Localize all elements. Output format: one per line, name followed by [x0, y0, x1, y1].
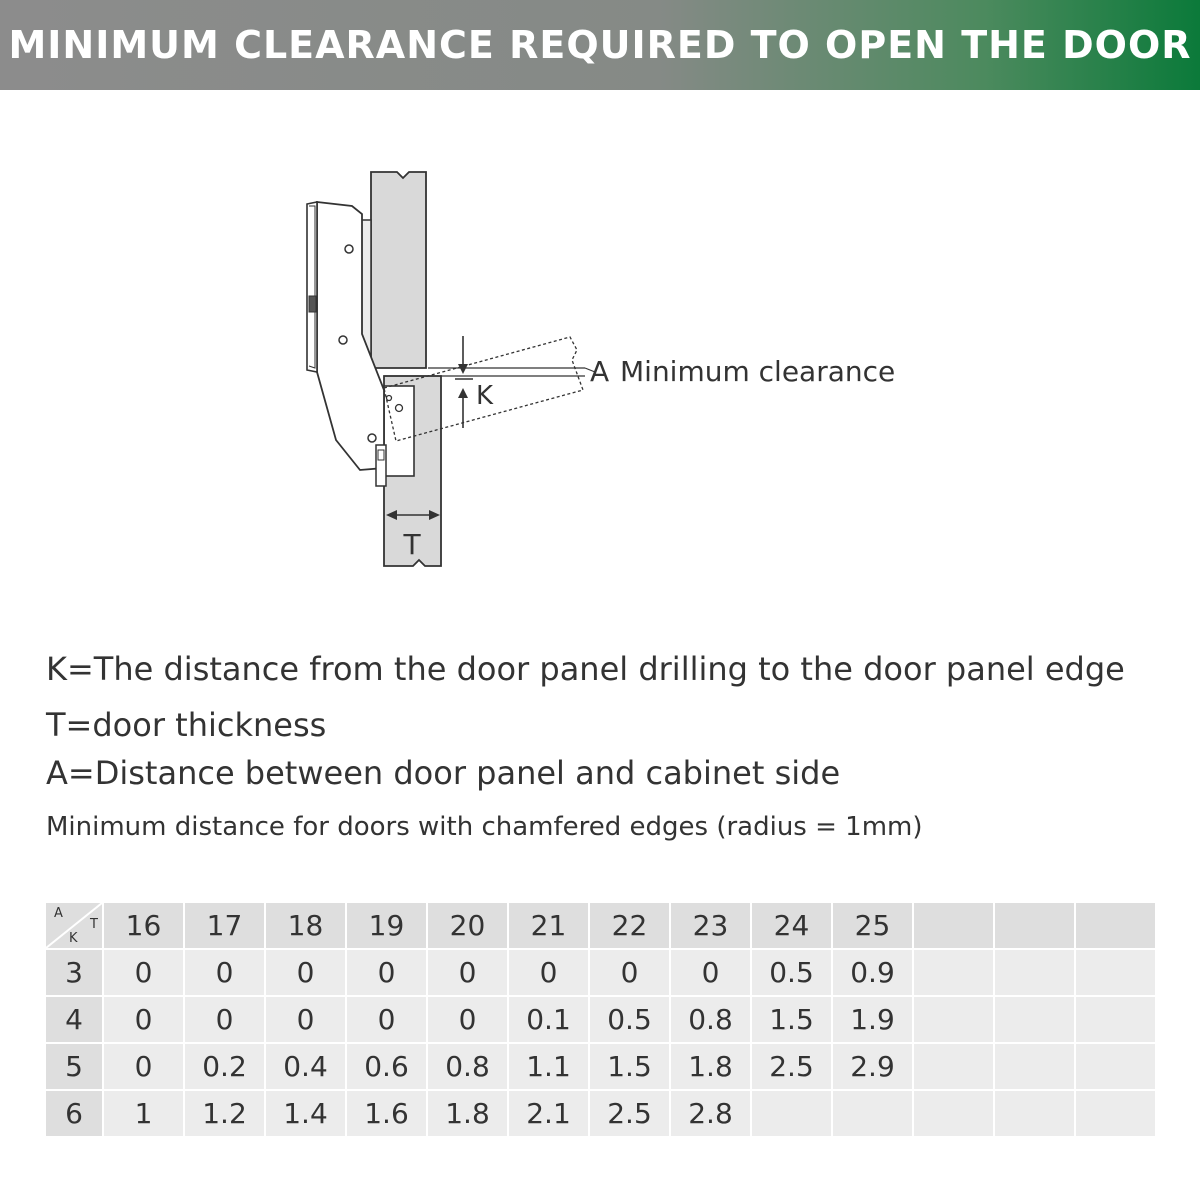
label-a: A — [590, 355, 610, 388]
table-cell: 0.6 — [347, 1044, 426, 1089]
row-header-k: 6 — [46, 1091, 102, 1136]
table-cell: 1 — [104, 1091, 183, 1136]
table-cell: 2.5 — [752, 1044, 831, 1089]
table-cell: 1.8 — [428, 1091, 507, 1136]
table-cell: 1.5 — [590, 1044, 669, 1089]
table-cell: 2.9 — [833, 1044, 912, 1089]
label-t: T — [403, 528, 421, 561]
table-cell — [995, 997, 1074, 1042]
table-cell — [1076, 950, 1155, 995]
row-header-k: 4 — [46, 997, 102, 1042]
table-cell — [833, 1091, 912, 1136]
legend-t: T=door thickness — [46, 706, 327, 744]
table-cell: 0 — [347, 997, 426, 1042]
hinge-diagram-svg — [0, 90, 1200, 630]
table-header-row — [46, 903, 1155, 948]
table-cell: 0.5 — [752, 950, 831, 995]
table-cell: 0 — [104, 997, 183, 1042]
legend-a: A=Distance between door panel and cabinet side — [46, 754, 841, 792]
table-cell: 0.9 — [833, 950, 912, 995]
table-cell: 0 — [266, 950, 345, 995]
table-cell: 0 — [104, 1044, 183, 1089]
table-row — [46, 1044, 1155, 1089]
table-cell — [914, 1044, 993, 1089]
table-cell: 0 — [509, 950, 588, 995]
table-cell: 0.1 — [509, 997, 588, 1042]
label-minimum-clearance: Minimum clearance — [620, 355, 896, 388]
table-cell: 0.8 — [428, 1044, 507, 1089]
row-header-k: 5 — [46, 1044, 102, 1089]
table-cell: 0 — [590, 950, 669, 995]
column-header-t: 20 — [428, 903, 507, 948]
table-cell: 1.5 — [752, 997, 831, 1042]
table-cell: 0 — [185, 950, 264, 995]
corner-k: K — [69, 931, 78, 946]
table-cell — [752, 1091, 831, 1136]
table-cell — [914, 1091, 993, 1136]
table-cell: 0 — [104, 950, 183, 995]
table-cell: 1.6 — [347, 1091, 426, 1136]
table-cell: 0.5 — [590, 997, 669, 1042]
cabinet-side-panel — [371, 172, 426, 368]
table-cell — [914, 950, 993, 995]
column-header-t: 25 — [833, 903, 912, 948]
table-row — [46, 1091, 1155, 1136]
table-cell: 2.5 — [590, 1091, 669, 1136]
column-header-t: 19 — [347, 903, 426, 948]
table-cell — [995, 1044, 1074, 1089]
column-header-t: 22 — [590, 903, 669, 948]
table-cell: 1.9 — [833, 997, 912, 1042]
table-cell: 1.2 — [185, 1091, 264, 1136]
row-header-k: 3 — [46, 950, 102, 995]
k-dimension — [455, 336, 473, 428]
table-corner-cell — [46, 903, 102, 948]
column-header-t: 24 — [752, 903, 831, 948]
table-cell: 0 — [428, 997, 507, 1042]
table-cell — [1076, 1044, 1155, 1089]
table-cell: 1.8 — [671, 1044, 750, 1089]
table-cell — [995, 1091, 1074, 1136]
corner-t: T — [90, 917, 98, 932]
clearance-table — [44, 901, 1157, 1138]
table-cell: 0.8 — [671, 997, 750, 1042]
column-header-t: 23 — [671, 903, 750, 948]
table-cell: 0 — [266, 997, 345, 1042]
legend-note: Minimum distance for doors with chamfered edges (radius = 1mm) — [46, 812, 923, 842]
table-cell: 0 — [428, 950, 507, 995]
legend-k: K=The distance from the door panel drilling to the door panel edge — [46, 650, 1125, 688]
corner-a: A — [54, 906, 63, 921]
column-header-t — [914, 903, 993, 948]
column-header-t — [1076, 903, 1155, 948]
column-header-t — [995, 903, 1074, 948]
column-header-t: 17 — [185, 903, 264, 948]
table-cell: 1.4 — [266, 1091, 345, 1136]
table-cell: 0.4 — [266, 1044, 345, 1089]
table-cell: 0 — [671, 950, 750, 995]
table-cell — [914, 997, 993, 1042]
table-cell: 2.1 — [509, 1091, 588, 1136]
header-banner — [0, 0, 1200, 90]
table-cell — [995, 950, 1074, 995]
column-header-t: 18 — [266, 903, 345, 948]
table-cell: 0 — [185, 997, 264, 1042]
table-cell: 2.8 — [671, 1091, 750, 1136]
table-cell — [1076, 1091, 1155, 1136]
table-cell: 0.2 — [185, 1044, 264, 1089]
page-title: MINIMUM CLEARANCE REQUIRED TO OPEN THE DOOR — [8, 23, 1192, 67]
column-header-t: 16 — [104, 903, 183, 948]
table-row — [46, 950, 1155, 995]
table-cell: 0 — [347, 950, 426, 995]
hinge-diagram — [0, 90, 1200, 630]
table-cell: 1.1 — [509, 1044, 588, 1089]
label-k: K — [476, 381, 494, 411]
table-cell — [1076, 997, 1155, 1042]
column-header-t: 21 — [509, 903, 588, 948]
table-row — [46, 997, 1155, 1042]
